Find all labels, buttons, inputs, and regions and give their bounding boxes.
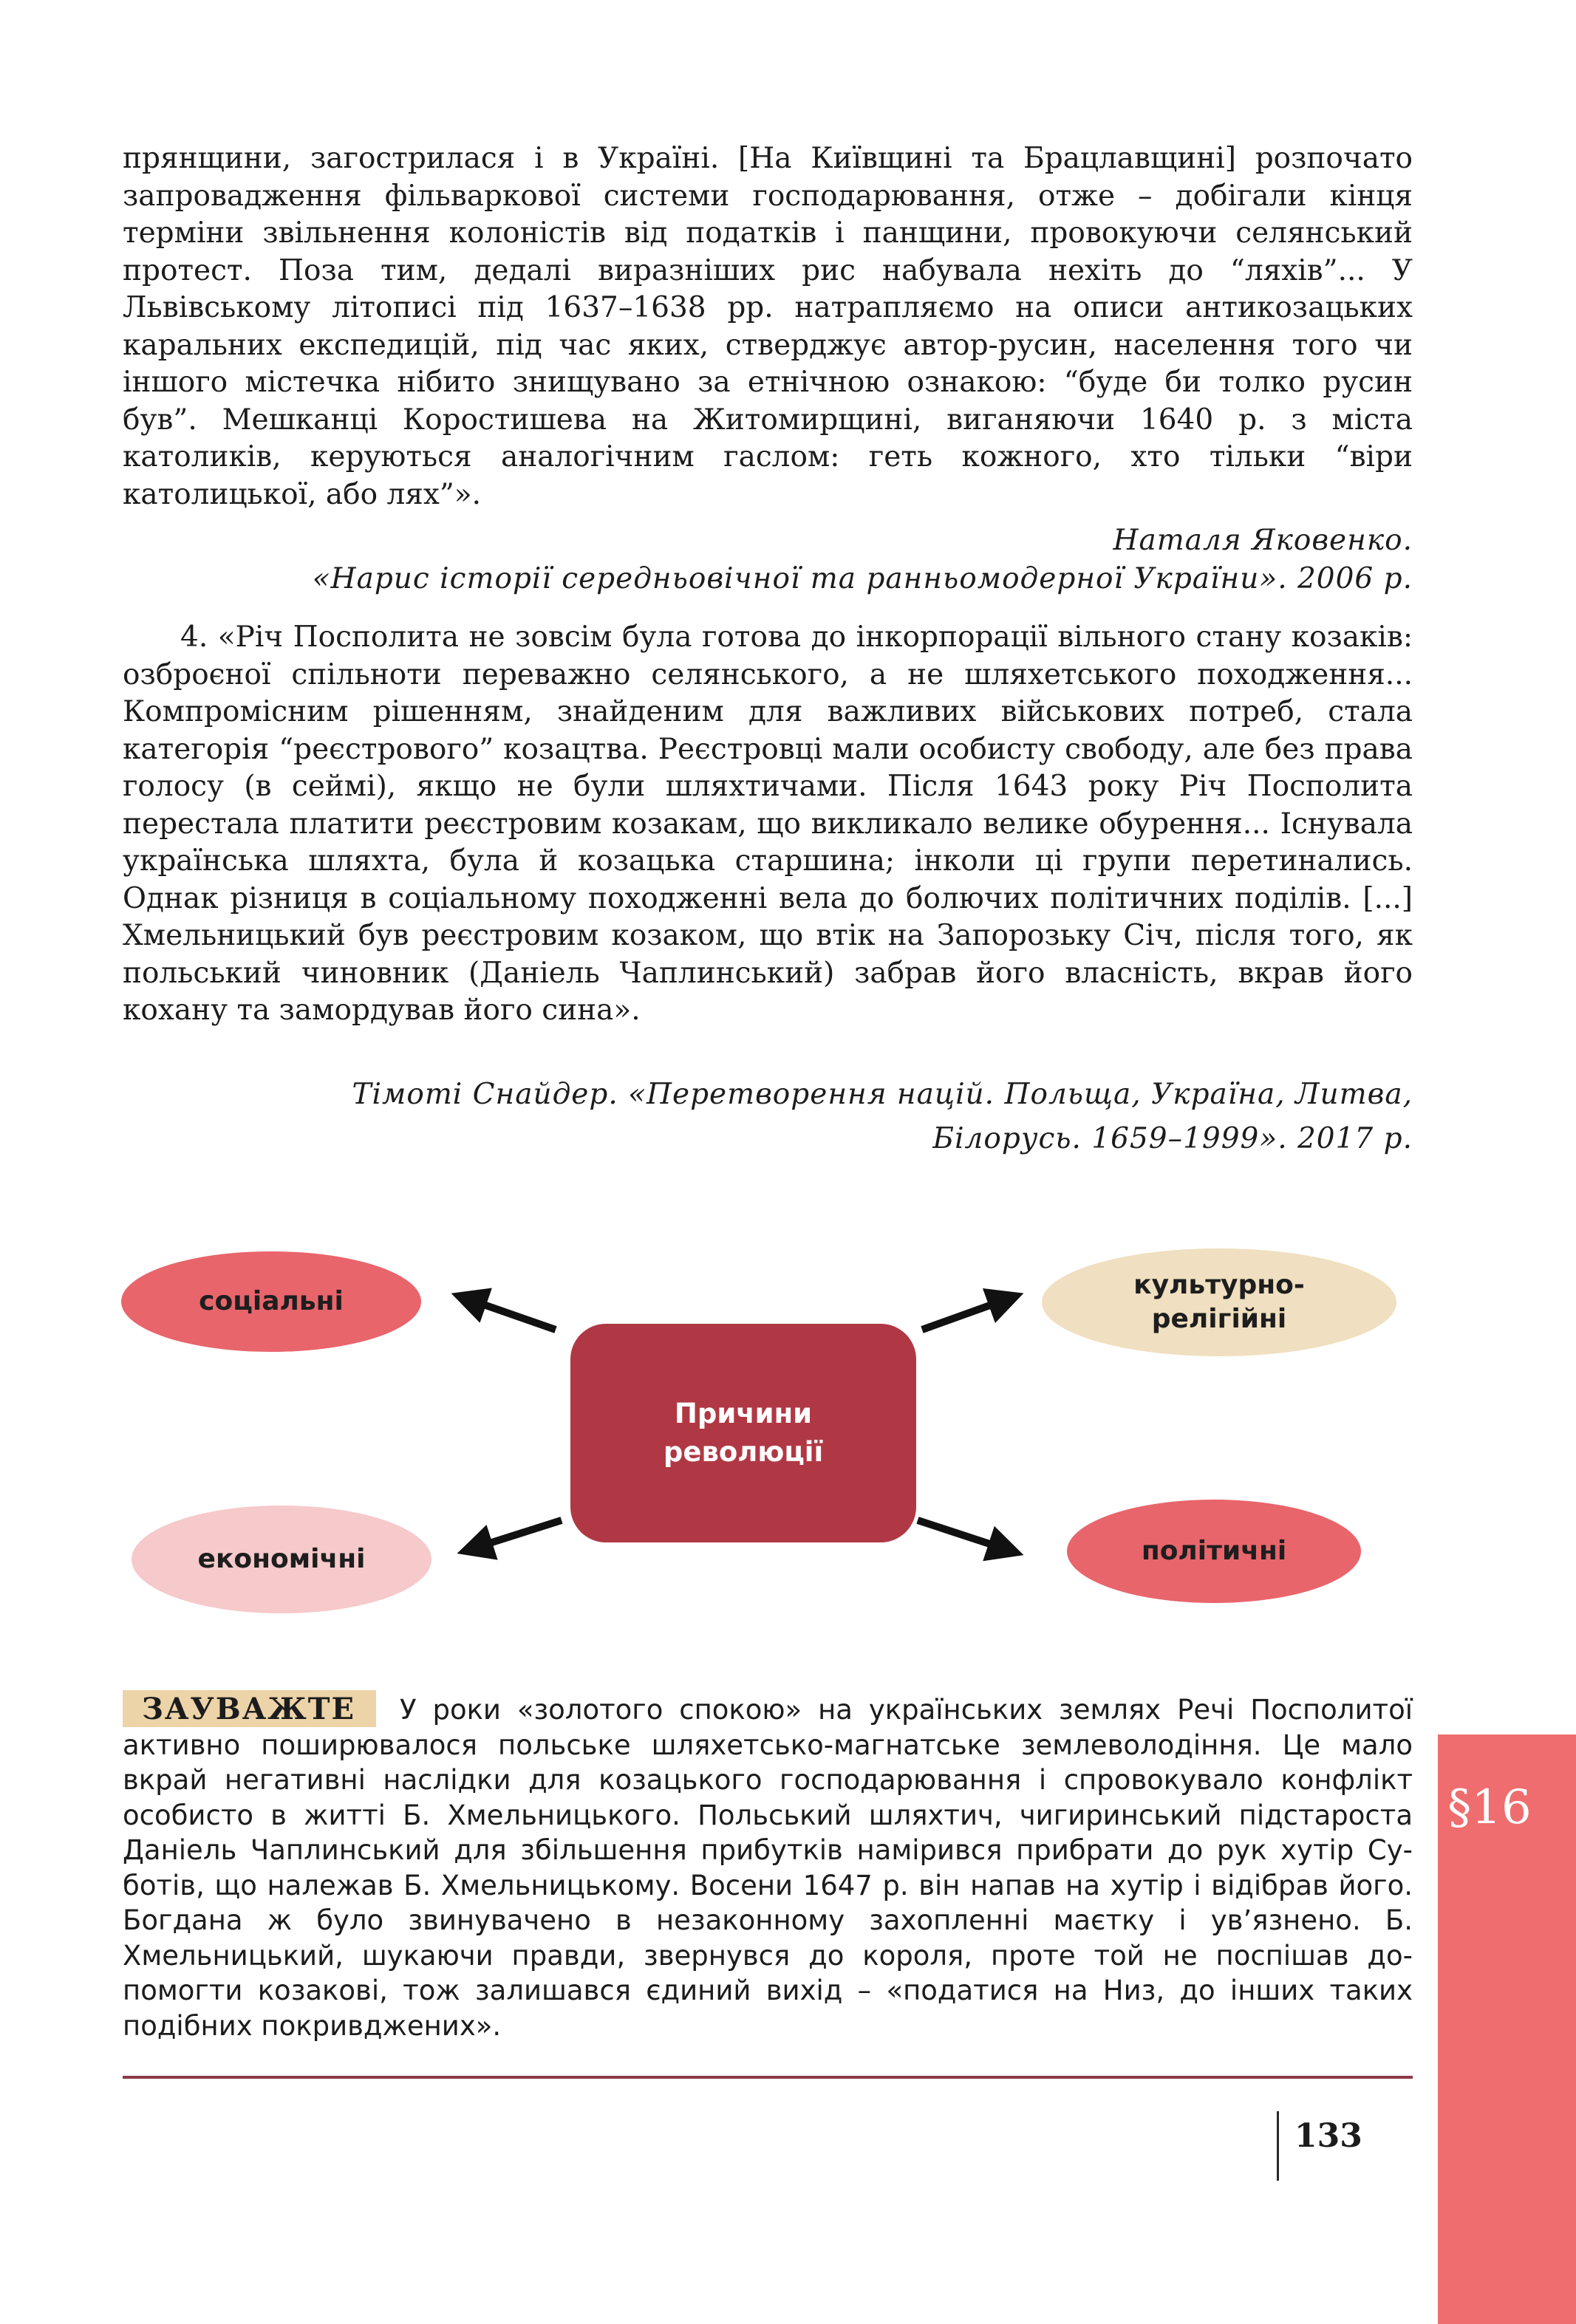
note-label: ЗАУВАЖТЕ <box>123 1690 376 1727</box>
cause-cultural-label <box>1133 1268 1305 1336</box>
center-label-line1: Причини <box>674 1398 813 1429</box>
center-label-line2: революції <box>663 1436 824 1468</box>
cause-economic-label: економічні <box>197 1544 366 1574</box>
cause-political <box>1067 1500 1361 1603</box>
quote-4-attribution-line2: Білорусь. 1659–1999». 2017 р. <box>932 1122 1413 1155</box>
cause-social <box>121 1251 421 1352</box>
arrow-to-political <box>918 1520 1017 1553</box>
causes-diagram <box>118 1219 1419 1633</box>
note-block <box>123 1690 1413 2043</box>
quote-4-attribution-line1: Тімоті Снайдер. «Перетворення націй. Польща, Україна, Литва, <box>352 1078 1413 1111</box>
cause-political-label: політичні <box>1141 1536 1287 1566</box>
page-number: 133 <box>1294 2117 1362 2155</box>
cause-economic <box>132 1506 431 1613</box>
note-text: У роки «золотого спокою» на українських землях Речі Посполитої активно поширювалося польське шляхетсько-магнатське землеволодіння. Це мало вкрай негативні наслідки для козацького господарювання і спровокувало конфлікт особисто в житті Б. Хмельницького. Польський шляхтич, чигиринський підстароста Даніель Чаплинський для збільшення прибутків намірився прибрати до рук хутір Суботів, що належав Б. Хмельницькому. Восени 1647 р. він напав на хутір і відібрав його. Богдана ж було звинувачено в незаконному захопленні маєтку і ув’язнено. Б. Хмельницький, шукаючи правди, звернувся до короля, проте той не поспішав допомогти козакові, тож залишався єдиний вихід – «податися на Низ, до інших таких подібних покривджених». <box>123 1694 1413 2042</box>
cause-cultural-religious <box>1042 1248 1396 1356</box>
quote-4-paragraph: 4. «Річ Посполита не зовсім була готова до інкорпорації вільного стану козаків: озброєної спільноти переважно селянського, а не шляхетського походження... Компромісним рішенням, знайденим для важливих військових потреб, стала категорія “реєстрового” козацтва. Реєстровці мали особисту свободу, але без права голосу (в сеймі), якщо не були шляхтичами. Після 1643 року Річ Посполита перестала платити реєстровим козакам, що викликало велике обурення... Існувала українська шляхта, була й козацька старшина; інколи ці групи перетинались. Однак різниця в соціальному походженні вела до болючих політичних поділів. [...] Хмельницький був реєстровим козаком, що втік на Запорозьку Січ, після того, як польський чиновник (Даніель Чаплинський) забрав його власність, вкрав його кохану та замордував його сина». <box>123 621 1413 1027</box>
section-tab-label: §16 <box>1447 1780 1532 1835</box>
quote-3-author: Наталя Яковенко. <box>1113 524 1413 557</box>
bottom-rule <box>123 2076 1413 2079</box>
arrow-to-social <box>458 1296 556 1330</box>
page-number-divider <box>1277 2111 1279 2181</box>
arrow-to-economic <box>464 1520 562 1551</box>
section-tab <box>1438 1735 1576 2324</box>
quote-3-paragraph: прянщини, загострилася і в Україні. [На Київщині та Брацлавщині] розпочато запровадження фільваркової системи господарювання, отже – добігали кінця терміни звільнення колоністів від податків і панщини, провокуючи селянський протест. Поза тим, дедалі виразніших рис набувала нехіть до “ляхів”... У Львівському літописі під 1637–1638 рр. натрапляємо на описи антикозацьких каральних експедицій, під час яких, стверджує автор-русин, населення того чи іншого містечка нібито знищувано за етнічною ознакою: “буде би толко русин був”. Мешканці Коростишева на Житомирщині, виганяючи 1640 р. з міста католиків, керуються аналогічним гаслом: геть кожного, хто тільки “віри католицької, або лях”». <box>123 142 1413 511</box>
center-causes-of-revolution <box>570 1324 916 1542</box>
quote-3-source: «Нарис історії середньовічної та ранньомодерної України». 2006 р. <box>312 562 1413 595</box>
cause-cultural-label-line1: культурно- <box>1133 1270 1305 1300</box>
cause-cultural-label-line2: релігійні <box>1151 1304 1287 1334</box>
arrow-to-cultural <box>922 1296 1017 1330</box>
cause-social-label: соціальні <box>199 1286 344 1316</box>
